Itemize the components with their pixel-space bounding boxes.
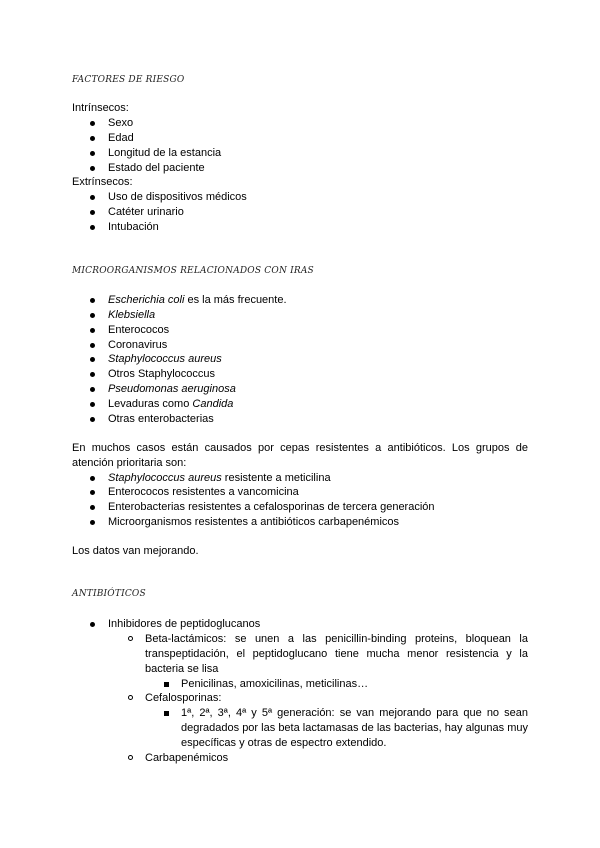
- hollow-bullet-icon: [128, 755, 133, 760]
- bullet-icon: [90, 328, 95, 333]
- bullet-icon: [90, 298, 95, 303]
- square-bullet-icon: [164, 682, 169, 687]
- bullet-icon: [90, 121, 95, 126]
- document-page: FACTORES DE RIESGO Intrínsecos: Sexo Edad Longitud de la estancia Estado del paciente Extrínsecos: Uso de dispositivos médicos Catéter urinario Intubación MICROORGANISMOS RELACIONADOS CON IRAS Escherichia coli es la más frecuente. Klebsiella Enterococos Coronavirus Staphylococcus aureus Otros Staphylococcus Pseudomonas aeruginosa Levaduras como Candida Otras enterobacterias En muchos casos están causados por cepas resistentes a antibióticos. Los grupos de atención prioritaria son: Staphylococcus aureus resistente a meticilina Enterococos resistentes a vancomicina Enterobacterias resistentes a cefalosporinas de tercera generación Microorganismos resistentes a antibióticos carbapenémicos Los datos van mejorando. ANTIBIÓTICOS Inhibidores de peptidoglucanos Beta-lactámicos: se unen a las penicillin-binding proteins, bloquean la transpeptidación, el peptidoglucano tiene mucha menor resistencia y la bacteria se lisa Penicilinas, amoxicilinas, meticilinas… Cefalosporinas: 1ª, 2ª, 3ª, 4ª y 5ª generación: se van mejorando para que no sean degradados por las beta lactamasas de las bacterias, hay algunas muy específicas y otras de espectro extendido. Carbapenémicos: [72, 75, 528, 764]
- section-heading-factores: FACTORES DE RIESGO: [72, 75, 185, 85]
- bullet-icon: [90, 476, 95, 481]
- bullet-icon: [90, 343, 95, 348]
- bullet-icon: [90, 357, 95, 362]
- bullet-icon: [90, 210, 95, 215]
- bullet-icon: [90, 195, 95, 200]
- bullet-icon: [90, 622, 95, 627]
- bullet-icon: [90, 417, 95, 422]
- hollow-bullet-icon: [128, 636, 133, 641]
- section-heading-microorganismos: MICROORGANISMOS RELACIONADOS CON IRAS: [72, 266, 314, 276]
- section-heading-antibioticos: ANTIBIÓTICOS: [72, 589, 146, 599]
- bullet-icon: [90, 313, 95, 318]
- list-item: 1ª, 2ª, 3ª, 4ª y 5ª generación: se van mejorando para que no sean degradados por las beta lactamasas de las bacterias, hay algunas muy específicas y otras de espectro extendido.: [164, 706, 528, 751]
- hollow-bullet-icon: [128, 695, 133, 700]
- list-item: Cefalosporinas:: [128, 691, 528, 706]
- list-item: Beta-lactámicos: se unen a las penicillin-binding proteins, bloquean la transpeptidación, el peptidoglucano tiene mucha menor resistencia y la bacteria se lisa: [128, 632, 528, 677]
- bullet-icon: [90, 372, 95, 377]
- square-bullet-icon: [164, 711, 169, 716]
- intrinsecos-label: Intrínsecos:: [72, 102, 129, 114]
- bullet-icon: [90, 151, 95, 156]
- list-item: Carbapenémicos: [128, 751, 528, 766]
- bullet-icon: [90, 490, 95, 495]
- bullet-icon: [90, 505, 95, 510]
- bullet-icon: [90, 166, 95, 171]
- closing-line: Los datos van mejorando.: [72, 545, 199, 557]
- bullet-icon: [90, 225, 95, 230]
- bullet-icon: [90, 520, 95, 525]
- list-item: Penicilinas, amoxicilinas, meticilinas…: [164, 677, 528, 692]
- bullet-icon: [90, 402, 95, 407]
- paragraph-resistencias: En muchos casos están causados por cepas resistentes a antibióticos. Los grupos de atención prioritaria son:: [72, 442, 528, 469]
- extrinsecos-label: Extrínsecos:: [72, 176, 133, 188]
- bullet-icon: [90, 136, 95, 141]
- bullet-icon: [90, 387, 95, 392]
